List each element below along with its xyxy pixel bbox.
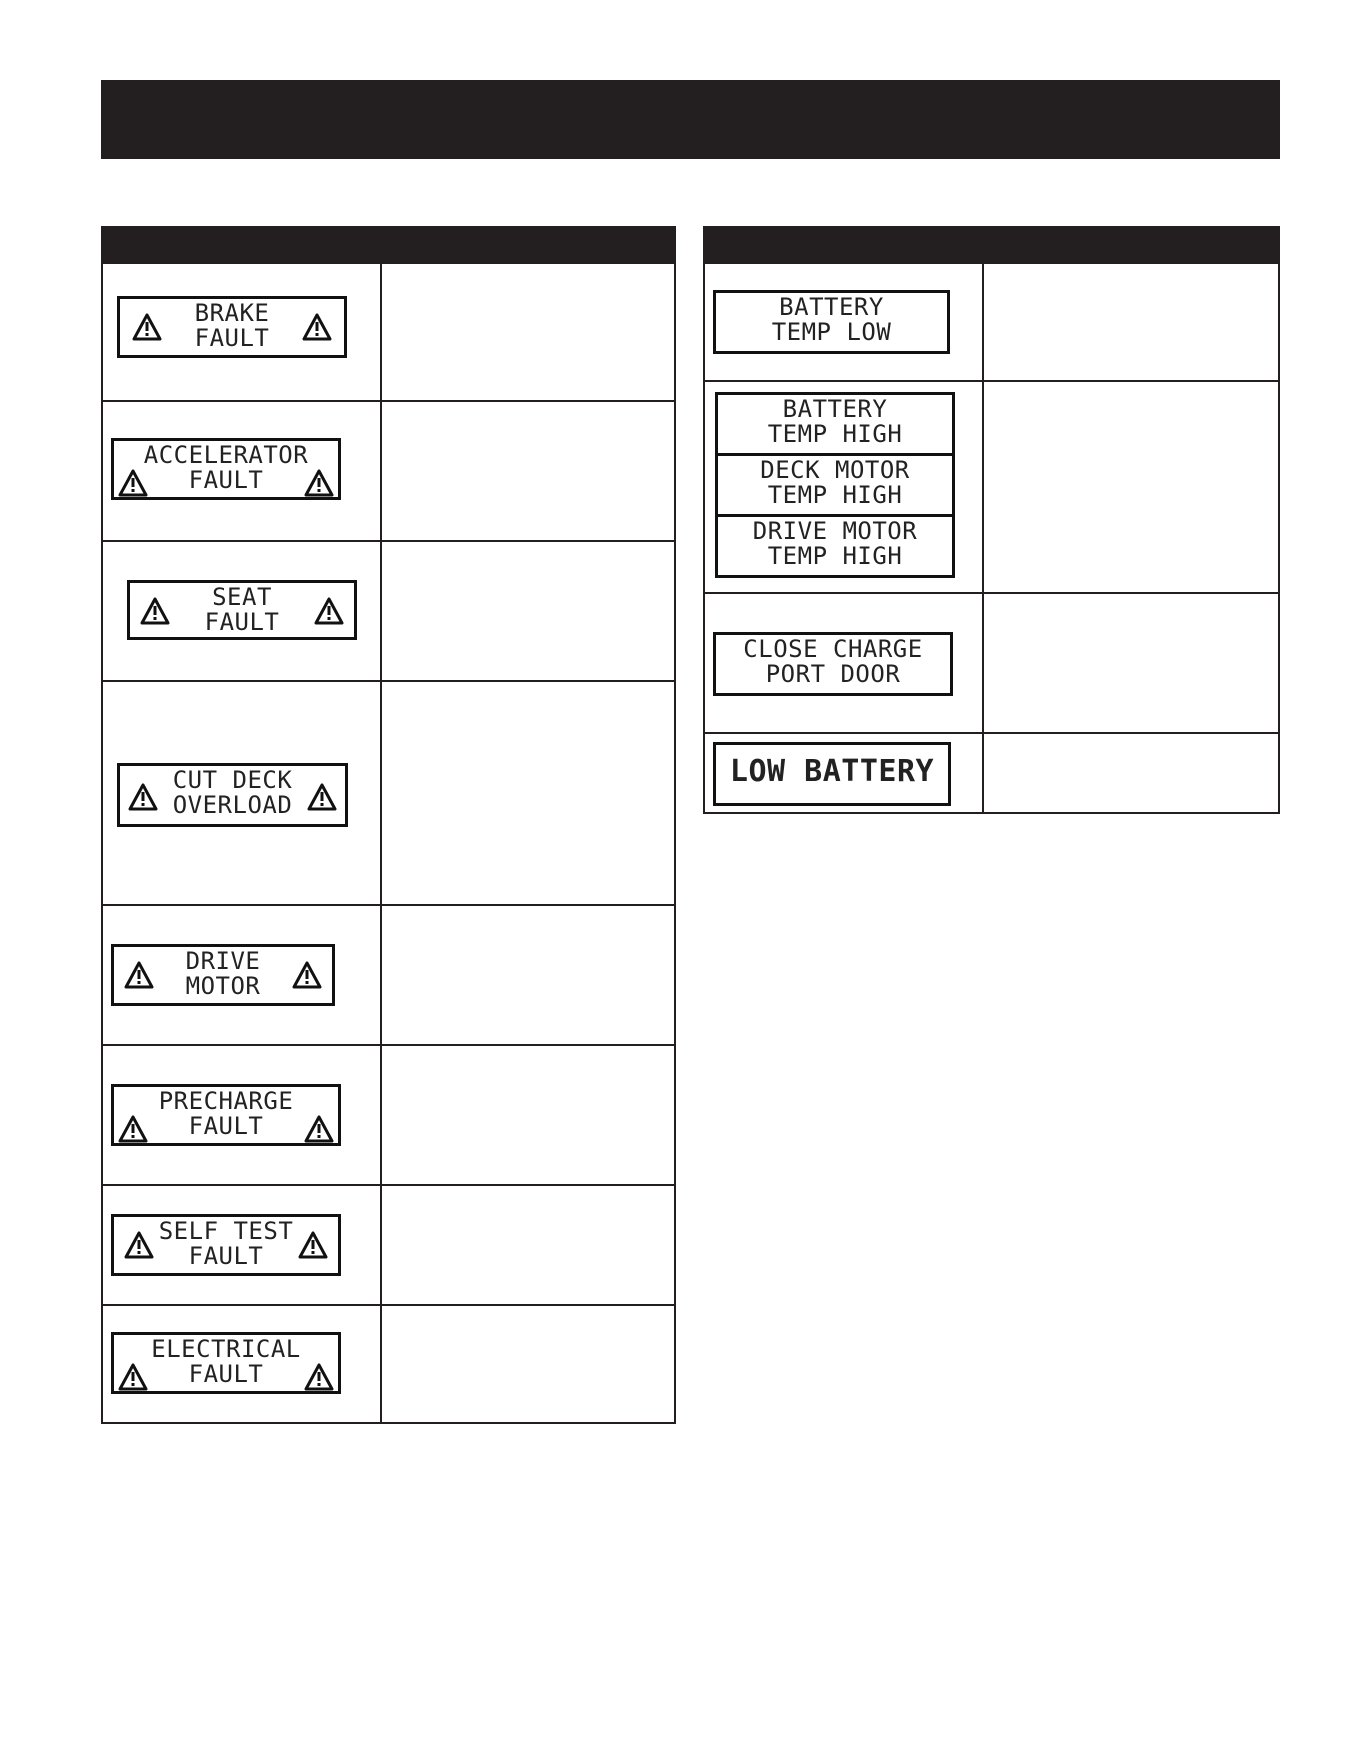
display-line-2: FAULT bbox=[188, 1242, 264, 1270]
description-cell bbox=[382, 906, 674, 1044]
description-cell bbox=[382, 1046, 674, 1184]
battery-temp-low-display bbox=[713, 290, 950, 354]
message-cell bbox=[103, 542, 382, 680]
cut-deck-overload-display bbox=[117, 763, 348, 827]
self-test-fault-display bbox=[111, 1214, 341, 1276]
display-line-1: DECK MOTOR bbox=[760, 456, 910, 484]
display-line-1: BRAKE bbox=[194, 299, 270, 327]
drive-motor-display bbox=[111, 944, 335, 1006]
page-header-banner bbox=[101, 80, 1280, 159]
display-line-2: TEMP HIGH bbox=[767, 481, 903, 509]
display-line-1: LOW BATTERY bbox=[729, 754, 935, 789]
display-line-1: BATTERY bbox=[779, 293, 884, 321]
close-charge-port-door-display bbox=[713, 632, 953, 696]
table-header bbox=[103, 228, 674, 262]
table-row bbox=[103, 1184, 674, 1304]
description-cell bbox=[382, 542, 674, 680]
brake-fault-display bbox=[117, 296, 347, 358]
display-line-2: MOTOR bbox=[185, 972, 261, 1000]
display-line-2: FAULT bbox=[188, 466, 264, 494]
display-line-1: ACCELERATOR bbox=[143, 441, 309, 469]
display-line-2: TEMP HIGH bbox=[767, 542, 903, 570]
table-row bbox=[103, 262, 674, 400]
electrical-fault-display bbox=[111, 1332, 341, 1394]
temp-high-display-stack bbox=[715, 392, 955, 578]
low-battery-display bbox=[713, 742, 951, 806]
table-row bbox=[705, 732, 1278, 812]
display-line-2: FAULT bbox=[194, 324, 270, 352]
warning-triangle-icon bbox=[314, 597, 344, 625]
battery-temp-high-display bbox=[715, 392, 955, 456]
warning-triangle-icon bbox=[304, 1363, 334, 1391]
message-cell bbox=[103, 682, 382, 904]
table-row bbox=[103, 680, 674, 904]
warning-triangle-icon bbox=[292, 961, 322, 989]
display-line-1: SEAT bbox=[212, 583, 272, 611]
fault-messages-table-left bbox=[101, 226, 676, 1424]
display-line-2: FAULT bbox=[188, 1360, 264, 1388]
deck-motor-temp-high-display bbox=[715, 453, 955, 517]
table-row bbox=[103, 904, 674, 1044]
message-cell bbox=[103, 906, 382, 1044]
warning-triangle-icon bbox=[304, 1115, 334, 1143]
table-row bbox=[103, 540, 674, 680]
message-cell bbox=[103, 1046, 382, 1184]
display-line-1: DRIVE bbox=[185, 947, 261, 975]
table-row bbox=[705, 592, 1278, 732]
display-line-1: PRECHARGE bbox=[158, 1087, 294, 1115]
description-cell bbox=[984, 734, 1278, 812]
display-line-2: TEMP LOW bbox=[771, 318, 892, 346]
warning-triangle-icon bbox=[302, 313, 332, 341]
description-cell bbox=[382, 264, 674, 400]
fault-messages-table-right bbox=[703, 226, 1280, 814]
display-line-2: FAULT bbox=[204, 608, 280, 636]
drive-motor-temp-high-display bbox=[715, 514, 955, 578]
display-line-2: TEMP HIGH bbox=[767, 420, 903, 448]
display-line-1: ELECTRICAL bbox=[151, 1335, 301, 1363]
table-row bbox=[705, 262, 1278, 380]
message-cell bbox=[705, 264, 984, 380]
accelerator-fault-display bbox=[111, 438, 341, 500]
table-row bbox=[705, 380, 1278, 592]
precharge-fault-display bbox=[111, 1084, 341, 1146]
display-line-1: DRIVE MOTOR bbox=[752, 517, 918, 545]
display-line-2: FAULT bbox=[188, 1112, 264, 1140]
description-cell bbox=[382, 402, 674, 540]
description-cell bbox=[984, 382, 1278, 592]
display-line-1: BATTERY bbox=[782, 395, 888, 423]
description-cell bbox=[382, 682, 674, 904]
message-cell bbox=[705, 382, 984, 592]
table-row bbox=[103, 400, 674, 540]
warning-triangle-icon bbox=[298, 1231, 328, 1259]
message-cell bbox=[103, 1186, 382, 1304]
description-cell bbox=[382, 1186, 674, 1304]
display-line-1: SELF TEST bbox=[158, 1217, 294, 1245]
display-line-2: PORT DOOR bbox=[765, 660, 901, 688]
message-cell bbox=[103, 1306, 382, 1422]
message-cell bbox=[103, 264, 382, 400]
message-cell bbox=[705, 734, 984, 812]
table-row bbox=[103, 1304, 674, 1422]
message-cell bbox=[705, 594, 984, 732]
table-header bbox=[705, 228, 1278, 262]
message-cell bbox=[103, 402, 382, 540]
display-line-1: CUT DECK bbox=[172, 766, 293, 794]
display-line-1: CLOSE CHARGE bbox=[743, 635, 923, 663]
display-line-2: OVERLOAD bbox=[172, 791, 293, 819]
warning-triangle-icon bbox=[307, 783, 337, 811]
warning-triangle-icon bbox=[304, 469, 334, 497]
seat-fault-display bbox=[127, 580, 357, 640]
table-row bbox=[103, 1044, 674, 1184]
description-cell bbox=[984, 594, 1278, 732]
description-cell bbox=[382, 1306, 674, 1422]
description-cell bbox=[984, 264, 1278, 380]
